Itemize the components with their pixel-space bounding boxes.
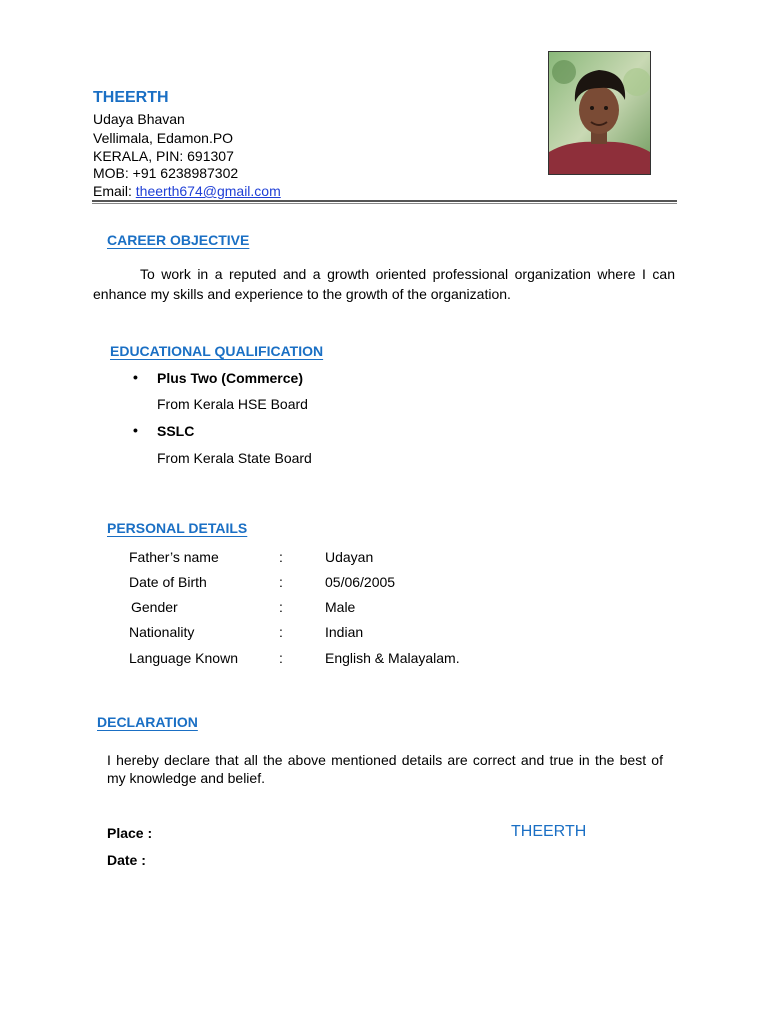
email-label: Email: [93, 183, 136, 199]
personal-separator: : [279, 574, 283, 590]
signature-name: THEERTH [511, 823, 587, 840]
personal-separator: : [279, 624, 283, 640]
education-item-2-title: SSLC [157, 423, 195, 439]
education-item-2-detail: From Kerala State Board [157, 450, 312, 466]
personal-label: Date of Birth [129, 574, 207, 590]
profile-photo [548, 51, 651, 175]
personal-value: Indian [325, 624, 364, 640]
personal-separator: : [279, 549, 283, 565]
career-objective-heading: CAREER OBJECTIVE [107, 232, 250, 248]
bullet-icon: • [133, 422, 138, 438]
career-objective-text: To work in a reputed and a growth oriented professional organization where I can enhance my skills and experience to the growth of the organization. [93, 266, 675, 302]
date-label: Date : [107, 852, 146, 868]
personal-label: Father’s name [129, 549, 219, 565]
address-line-1: Udaya Bhavan [93, 111, 185, 127]
address-line-3: KERALA, PIN: 691307 [93, 148, 234, 164]
education-item-1-title: Plus Two (Commerce) [157, 370, 303, 386]
personal-value: Udayan [325, 549, 374, 565]
education-item-1-detail: From Kerala HSE Board [157, 396, 308, 412]
personal-label: Nationality [129, 624, 195, 640]
header-rule [92, 200, 677, 202]
bullet-icon: • [133, 369, 138, 385]
header-rule-thin [92, 203, 677, 204]
declaration-text: I hereby declare that all the above mentioned details are correct and true in the best of my knowledge and belief. [107, 752, 663, 786]
portrait-image [549, 52, 650, 174]
personal-label: Language Known [129, 650, 238, 666]
email-line [93, 183, 281, 200]
phone-line: MOB: +91 6238987302 [93, 165, 239, 181]
candidate-name: THEERTH [93, 89, 169, 106]
personal-label: Gender [131, 599, 178, 615]
education-heading: EDUCATIONAL QUALIFICATION [110, 343, 324, 359]
personal-value: 05/06/2005 [325, 574, 396, 590]
declaration-heading: DECLARATION [97, 714, 198, 730]
personal-details-heading: PERSONAL DETAILS [107, 520, 248, 536]
address-line-2: Vellimala, Edamon.PO [93, 130, 234, 146]
personal-separator: : [279, 650, 283, 666]
personal-value: Male [325, 599, 356, 615]
personal-separator: : [279, 599, 283, 615]
personal-value: English & Malayalam. [325, 650, 460, 666]
email-link[interactable]: theerth674@gmail.com [135, 183, 281, 199]
place-label: Place : [107, 825, 153, 841]
